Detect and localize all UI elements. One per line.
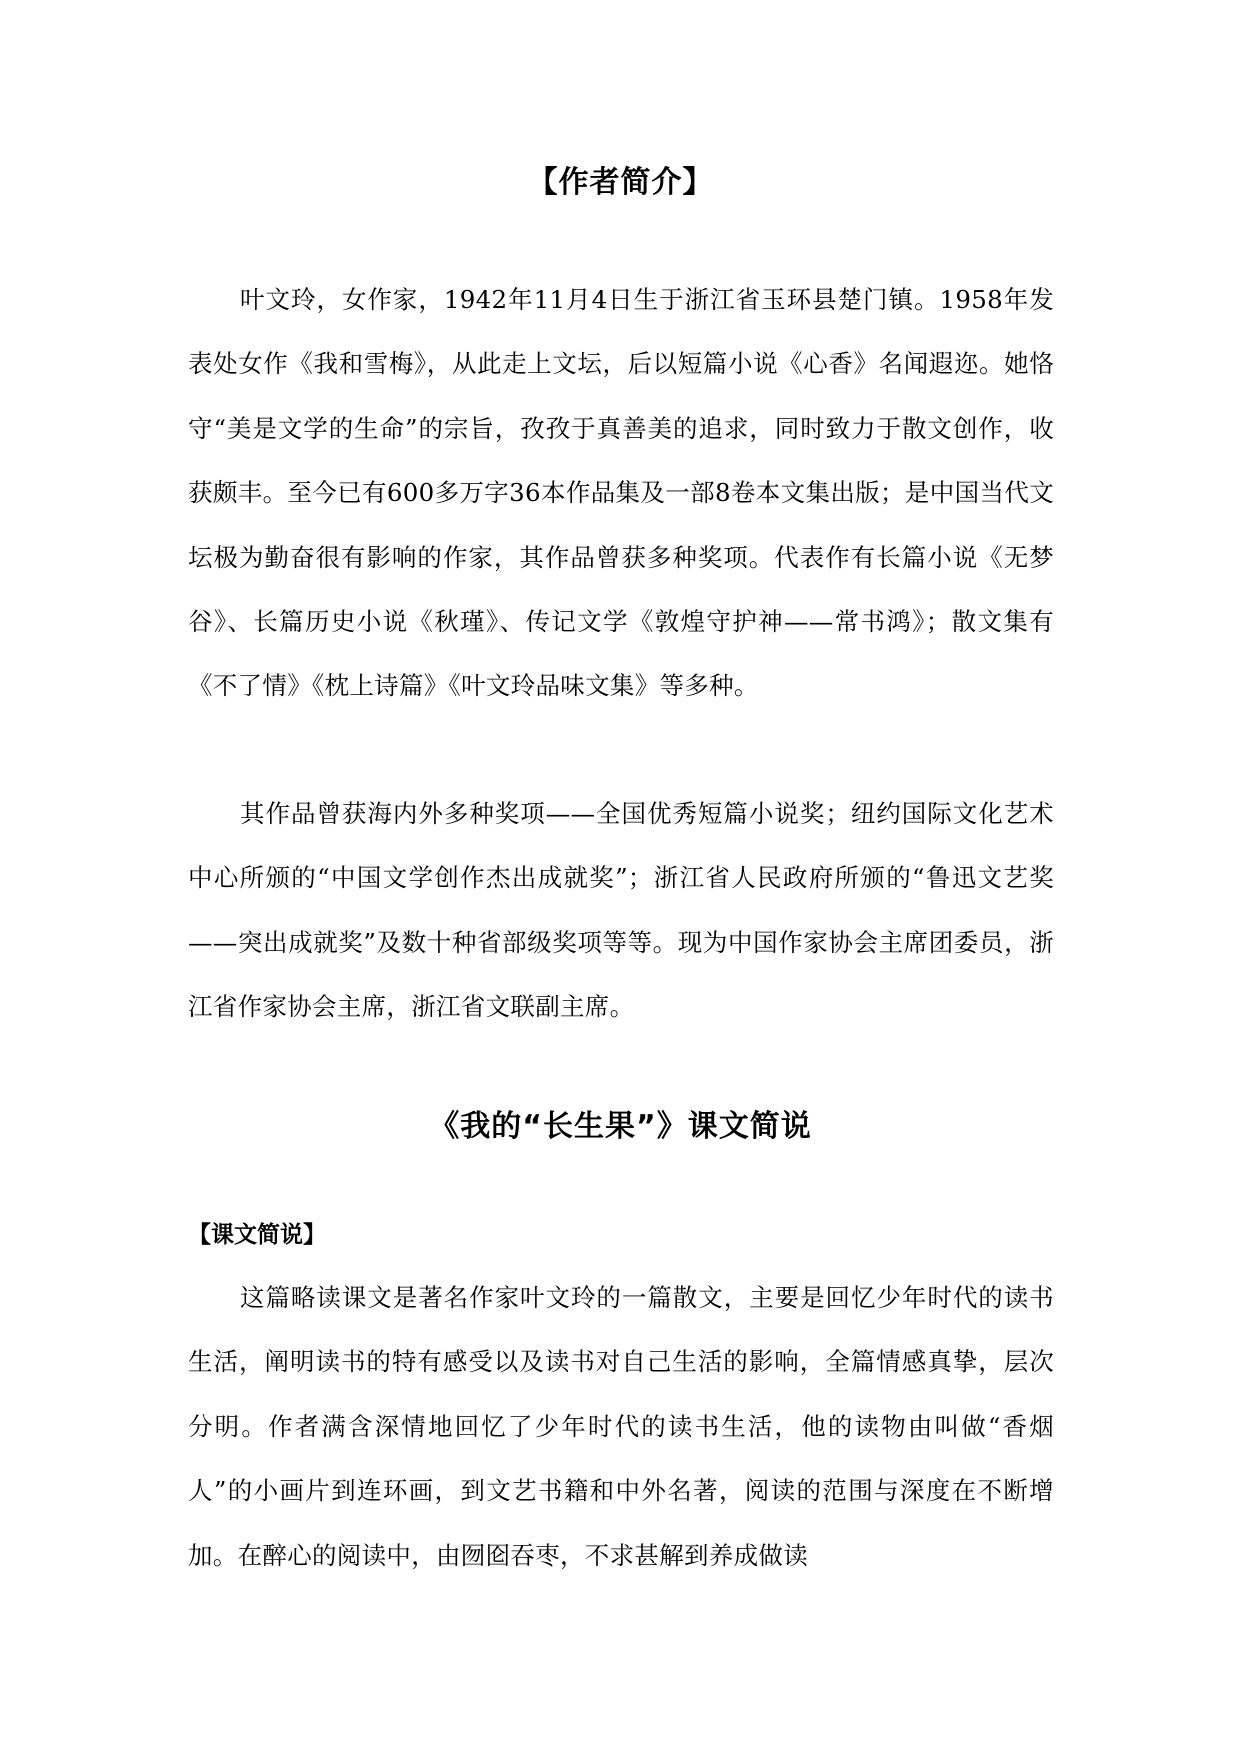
author-bio-paragraph: 叶文玲，女作家，1942年11月4日生于浙江省玉环县楚门镇。1958年发表处女作《我和雪梅》，从此走上文坛，后以短篇小说《心香》名闻遐迩。她恪守“美是文学的生命”的宗旨，孜孜于真善美的追求，同时致力于散文创作，收获颇丰。至今已有600多万字36本作品集及一部8卷本文集出版；是中国当代文坛极为勤奋很有影响的作家，其作品曾获多种奖项。代表作有长篇小说《无梦谷》、长篇历史小说《秋瑾》、传记文学《敦煌守护神——常书鸿》；散文集有《不了情》《枕上诗篇》《叶文玲品味文集》等多种。: [188, 285, 1054, 701]
author-section-title: 【作者简介】: [527, 165, 714, 200]
author-awards-paragraph: 其作品曾获海内外多种奖项——全国优秀短篇小说奖；纽约国际文化艺术中心所颁的“中国文学创作杰出成就奖”；浙江省人民政府所颁的“鲁迅文艺奖——突出成就奖”及数十种省部级奖项等等。现为中国作家协会主席团委员，浙江省作家协会主席，浙江省文联副主席。: [188, 799, 1054, 1022]
lesson-title: 《我的“长生果”》课文简说: [429, 1109, 812, 1144]
lesson-summary-paragraph: 这篇略读课文是著名作家叶文玲的一篇散文，主要是回忆少年时代的读书生活，阐明读书的特有感受以及读书对自己生活的影响，全篇情感真挚，层次分明。作者满含深情地回忆了少年时代的读书生活，他的读物由叫做“香烟人”的小画片到连环画，到文艺书籍和中外名著，阅读的范围与深度在不断增加。在醉心的阅读中，由囫囵吞枣，不求甚解到养成做读: [188, 1283, 1054, 1570]
lesson-subheading: 【课文简说】: [188, 1222, 326, 1248]
